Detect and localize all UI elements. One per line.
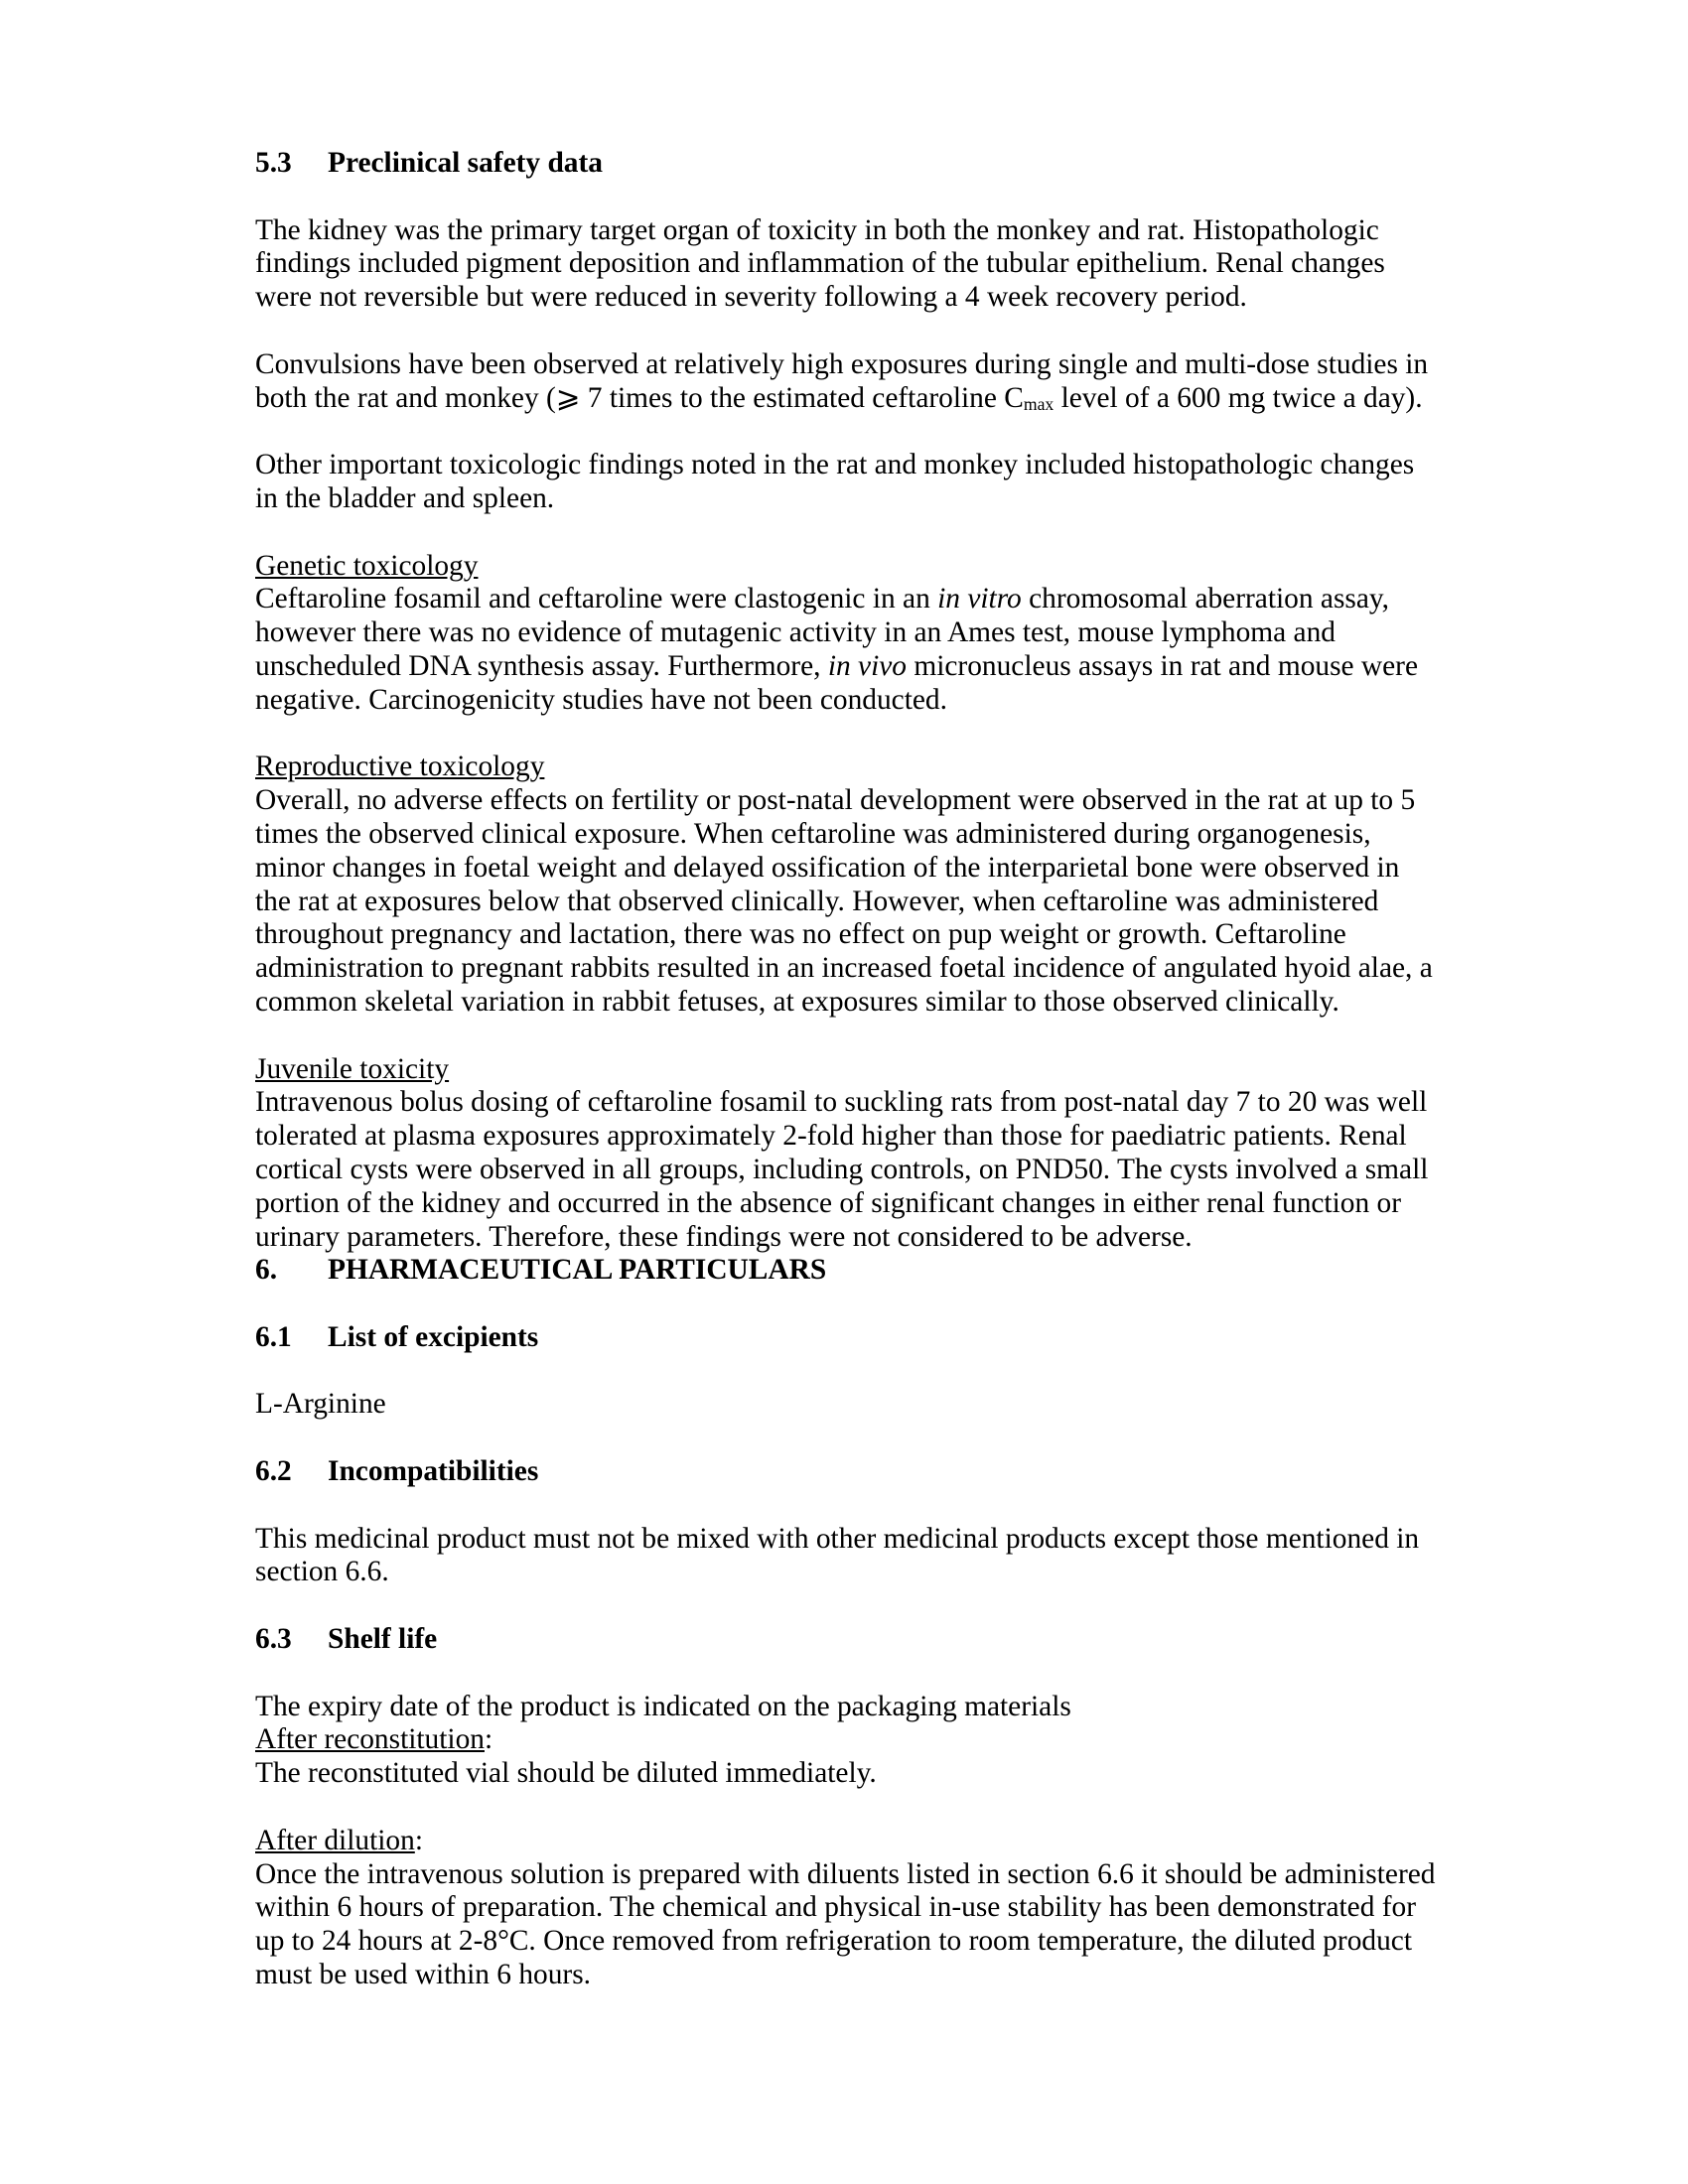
section-number: 5.3 <box>255 147 292 179</box>
juvenile-toxicity-paragraph: Intravenous bolus dosing of ceftaroline fosamil to suckling rats from post-natal day 7 to 20 was well tolerated at plasma exposures approximately 2-fold higher than those for paediatric patients. Renal cortical cysts were observed in all groups, including controls, on PND50. The cysts involved a small portion of the kidney and occurred in the absence of significant changes in either renal function or urinary parameters. Therefore, these findings were not considered to be adverse. <box>255 1086 1429 1253</box>
document-page <box>255 147 1437 1992</box>
kidney-paragraph: The kidney was the primary target organ of toxicity in both the monkey and rat. Histopathologic findings included pigment deposition and inflammation of the tubular epithelium. Renal changes were not reversible but were reduced in severity following a 4 week recovery period. <box>255 213 1385 314</box>
juvenile-toxicity-heading: Juvenile toxicity <box>255 1052 450 1085</box>
section-title: List of excipients <box>328 1320 539 1353</box>
section-5-3-heading <box>255 147 1437 181</box>
reproductive-toxicology-heading: Reproductive toxicology <box>255 751 545 783</box>
convulsions-paragraph: Convulsions have been observed at relatively high exposures during single and multi-dose studies in both the rat and monkey (⩾ 7 times to the estimated ceftaroline $C_{max}$ level of a 600 mg twice a day). <box>255 347 1429 414</box>
section-title: Preclinical safety data <box>328 147 603 179</box>
section-6-heading <box>255 1254 1437 1288</box>
section-6-2-heading <box>255 1455 1437 1489</box>
section-number: 6. <box>255 1254 278 1287</box>
reproductive-toxicology-paragraph: Overall, no adverse effects on fertility or post-natal development were observed in the rat at up to 5 times the observed clinical exposure. When ceftaroline was administered during organogenesis, minor changes in foetal weight and delayed ossification of the interparietal bone were observed in the rat at exposures below that observed clinically. However, when ceftaroline was administered throughout pregnancy and lactation, there was no effect on pup weight or growth. Ceftaroline administration to pregnant rabbits resulted in an increased foetal incidence of angulated hyoid alae, a common skeletal variation in rabbit fetuses, at exposures similar to those observed clinically. <box>255 784 1433 1018</box>
section-6-3-heading <box>255 1623 1437 1657</box>
section-6-1-heading <box>255 1321 1437 1355</box>
section-title: Shelf life <box>328 1623 438 1656</box>
genetic-toxicology-paragraph: Ceftaroline fosamil and ceftaroline were clastogenic in an in vitro chromosomal aberration assay, however there was no evidence of mutagenic activity in an Ames test, mouse lymphoma and unscheduled DNA synthesis assay. Furthermore, in vivo micronucleus assays in rat and mouse were negative. Carcinogenicity studies have not been conducted. <box>255 583 1419 716</box>
reconstitution-text: The reconstituted vial should be diluted immediately. <box>255 1757 877 1790</box>
after-reconstitution-heading: After reconstitution: <box>255 1723 493 1756</box>
expiry-text: The expiry date of the product is indicated on the packaging materials <box>255 1690 1071 1722</box>
incompatibilities-text: This medicinal product must not be mixed with other medicinal products except those mentioned in section 6.6. <box>255 1522 1420 1588</box>
section-title: PHARMACEUTICAL PARTICULARS <box>328 1254 827 1287</box>
excipients-text: L-Arginine <box>255 1388 386 1421</box>
section-number: 6.3 <box>255 1623 292 1656</box>
section-number: 6.1 <box>255 1320 292 1353</box>
dilution-text: Once the intravenous solution is prepared with diluents listed in section 6.6 it should be administered within 6 hours of preparation. The chemical and physical in-use stability has been demonstrated for up to 24 hours at 2-8°C. Once removed from refrigeration to room temperature, the diluted product must be used within 6 hours. <box>255 1857 1436 1991</box>
section-title: Incompatibilities <box>328 1455 539 1488</box>
section-number: 6.2 <box>255 1455 292 1488</box>
genetic-toxicology-heading: Genetic toxicology <box>255 549 479 582</box>
after-dilution-heading: After dilution: <box>255 1824 423 1856</box>
other-findings-paragraph: Other important toxicologic findings noted in the rat and monkey included histopathologic changes in the bladder and spleen. <box>255 449 1415 514</box>
cmax-subscript: max <box>1023 393 1055 414</box>
